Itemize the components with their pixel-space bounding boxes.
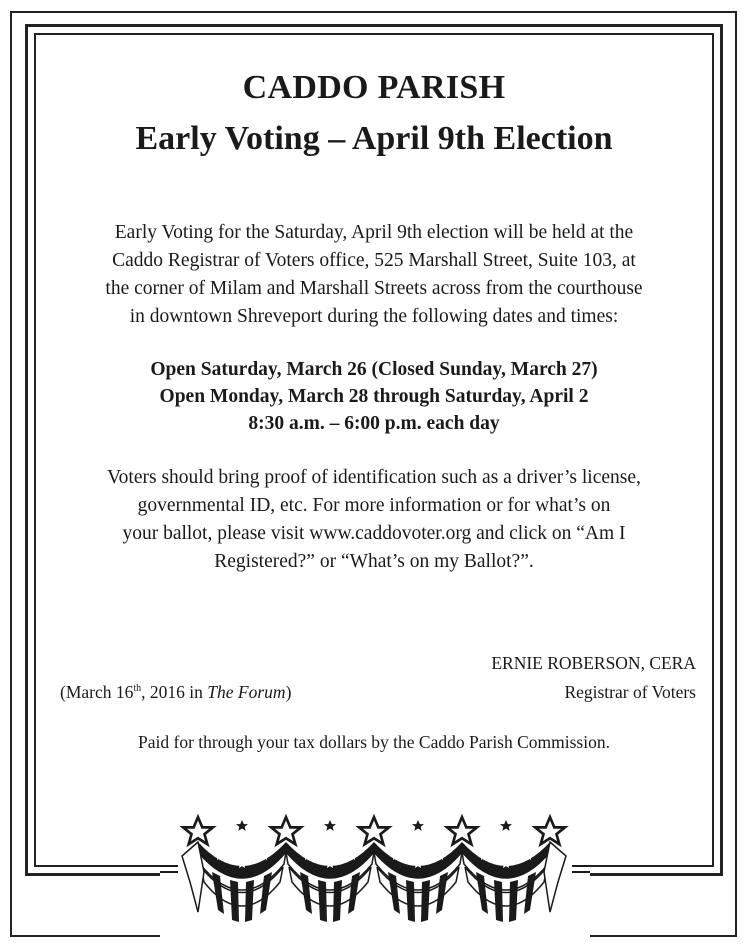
- publication-year: , 2016 in: [141, 682, 208, 702]
- notice-subtitle: Early Voting – April 9th Election: [135, 120, 613, 157]
- info-line: Registered?” or “What’s on my Ballot?”.: [214, 551, 534, 572]
- schedule-line: Open Monday, March 28 through Saturday, April 2: [159, 386, 589, 407]
- publication-note: [60, 682, 291, 703]
- paid-for-note: Paid for through your tax dollars by the Caddo Parish Commission.: [138, 732, 610, 752]
- signature-name: ERNIE ROBERSON, CERA: [491, 653, 696, 673]
- info-line: your ballot, please visit www.caddovoter.org and click on “Am I: [122, 523, 626, 544]
- publication-date: (March 16: [60, 682, 134, 702]
- schedule-line: Open Saturday, March 26 (Closed Sunday, March 27): [150, 359, 598, 380]
- publication-close: ): [285, 682, 292, 702]
- intro-line: in downtown Shreveport during the following dates and times:: [129, 306, 619, 327]
- notice-title: CADDO PARISH: [242, 69, 506, 106]
- intro-line: the corner of Milam and Marshall Streets across from the courthouse: [105, 278, 643, 299]
- info-line: governmental ID, etc. For more information or for what’s on: [137, 495, 611, 516]
- intro-line: Caddo Registrar of Voters office, 525 Marshall Street, Suite 103, at: [112, 250, 636, 271]
- intro-paragraph: [50, 219, 698, 331]
- schedule-block: [50, 356, 698, 437]
- info-line: Voters should bring proof of identification such as a driver’s license,: [107, 467, 641, 488]
- schedule-hours: 8:30 a.m. – 6:00 p.m. each day: [248, 413, 500, 434]
- intro-line: Early Voting for the Saturday, April 9th election will be held at the: [114, 222, 634, 243]
- publication-date-suffix: th: [133, 683, 142, 695]
- patriotic-bunting-icon: [160, 812, 590, 938]
- signature-title: Registrar of Voters: [564, 682, 696, 702]
- publication-paper: The Forum: [207, 682, 286, 702]
- info-paragraph: [50, 464, 698, 576]
